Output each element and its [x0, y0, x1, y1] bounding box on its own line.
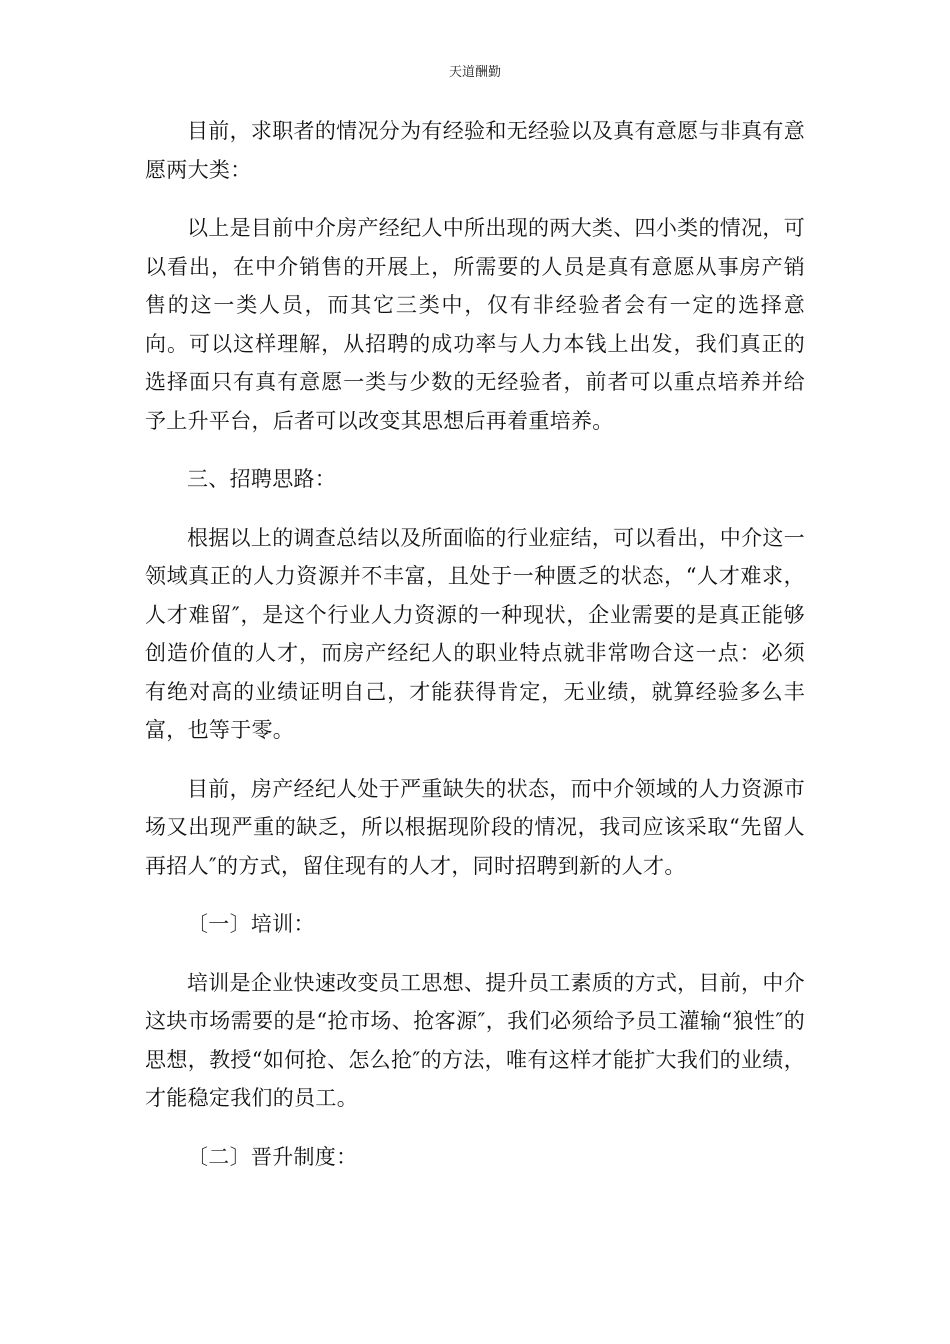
page-header: 天道酬勤: [448, 65, 501, 80]
paragraph-job-seeker-categories: 目前，求职者的情况分为有经验和无经验以及真有意愿与非真有意愿两大类：: [145, 119, 805, 182]
subheading-promotion-system: 〔二〕晋升制度：: [187, 1144, 358, 1169]
paragraph-gap: [145, 750, 805, 770]
paragraph-gap: [145, 944, 805, 964]
paragraph-category-analysis: 以上是目前中介房产经纪人中所出现的两大类、四小类的情况，可以看出，在中介销售的开展上，所需要的人员是真有意愿从事房产销售的这一类人员，而其它三类中，仅有非经验者会有一定的选择意向。可以这样理解，从招聘的成功率与人力本钱上出发，我们真正的选择面只有真有意愿一类与少数的无经验者，前者可以重点培养并给予上升平台，后者可以改变其思想后再着重培养。: [145, 216, 805, 433]
paragraph-gap: [145, 885, 805, 905]
subheading-training: 〔一〕培训：: [187, 912, 315, 936]
paragraph-training-details: 培训是企业快速改变员工思想、提升员工素质的方式，目前，中介这块市场需要的是“抢市场、抢客源″，我们必须给予员工灌输“狼性″的思想，教授“如何抢、怎么抢″的方法，唯有这样才能扩大我们的业绩，才能稳定我们的员工。: [145, 970, 805, 1110]
paragraph-gap: [145, 440, 805, 460]
paragraph-industry-situation: 根据以上的调查总结以及所面临的行业症结，可以看出，中介这一领域真正的人力资源并不丰富，且处于一种匮乏的状态，“人才难求，人才难留″，是这个行业人力资源的一种现状，企业需要的是真正能够创造价值的人才，而房产经纪人的职业特点就非常吻合这一点：必须有绝对高的业绩证明自己，才能获得肯定，无业绩，就算经验多么丰富，也等于零。: [145, 525, 805, 742]
document-body: [145, 112, 805, 1176]
paragraph-gap: [145, 499, 805, 519]
paragraph-gap: [145, 189, 805, 209]
paragraph-gap: [145, 1118, 805, 1138]
section-heading-recruitment-ideas: 三、招聘思路：: [187, 467, 337, 491]
paragraph-retain-then-recruit: 目前，房产经纪人处于严重缺失的状态，而中介领域的人力资源市场又出现严重的缺乏，所以根据现阶段的情况，我司应该采取“先留人再招人″的方式，留住现有的人才，同时招聘到新的人才。: [145, 776, 805, 878]
